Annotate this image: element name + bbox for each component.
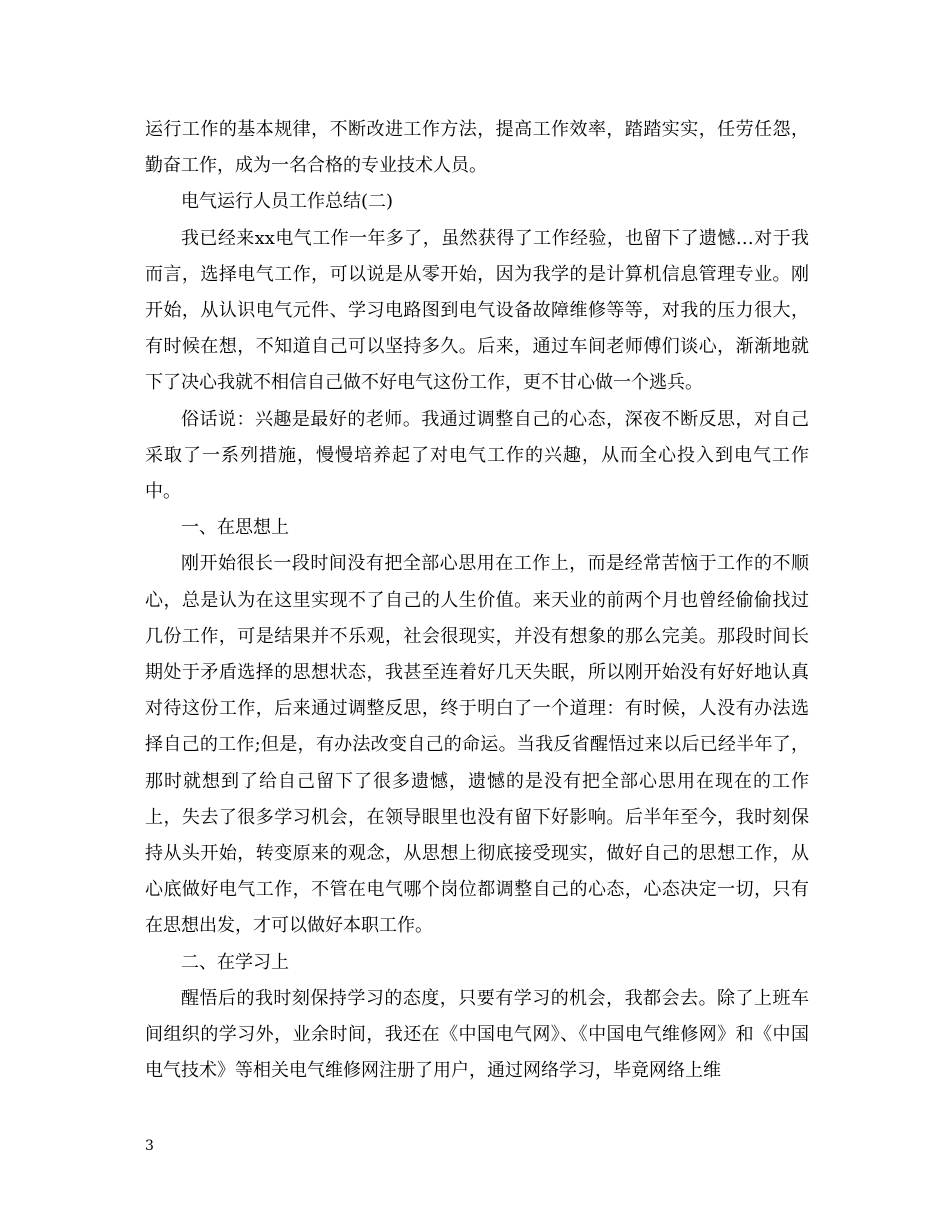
section-heading: 一、在思想上	[181, 517, 289, 539]
paragraph: 俗话说：兴趣是最好的老师。我通过调整自己的心态，深夜不断反思，对自己采取了一系列措施，慢慢培养起了对电气工作的兴趣，从而全心投入到电气工作中。	[145, 408, 809, 503]
document-body	[145, 112, 809, 1089]
paragraph: 醒悟后的我时刻保持学习的态度，只要有学习的机会，我都会去。除了上班车间组织的学习外，业余时间，我还在《中国电气网》、《中国电气维修网》和《中国电气技术》等相关电气维修网注册了用户，通过网络学习，毕竟网络上维	[145, 987, 809, 1082]
paragraph: 刚开始很长一段时间没有把全部心思用在工作上，而是经常苦恼于工作的不顺心，总是认为在这里实现不了自己的人生价值。来天业的前两个月也曾经偷偷找过几份工作，可是结果并不乐观，社会很现实，并没有想象的那么完美。那段时间长期处于矛盾选择的思想状态，我甚至连着好几天失眠，所以刚开始没有好好地认真对待这份工作，后来通过调整反思，终于明白了一个道理：有时候，人没有办法选择自己的工作;但是，有办法改变自己的命运。当我反省醒悟过来以后已经半年了，那时就想到了给自己留下了很多遗憾，遗憾的是没有把全部心思用在现在的工作上，失去了很多学习机会，在领导眼里也没有留下好影响。后半年至今，我时刻保持从头开始，转变原来的观念，从思想上彻底接受现实，做好自己的思想工作，从心底做好电气工作，不管在电气哪个岗位都调整自己的心态，心态决定一切，只有在思想出发，才可以做好本职工作。	[145, 553, 809, 937]
section-title: 电气运行人员工作总结(二)	[181, 191, 394, 213]
paragraph: 我已经来xx电气工作一年多了，虽然获得了工作经验，也留下了遗憾…对于我而言，选择电气工作，可以说是从零开始，因为我学的是计算机信息管理专业。刚开始，从认识电气元件、学习电路图到电气设备故障维修等等，对我的压力很大，有时候在想，不知道自己可以坚持多久。后来，通过车间老师傅们谈心，渐渐地就下了决心我就不相信自己做不好电气这份工作，更不甘心做一个逃兵。	[145, 227, 809, 394]
paragraph-continued: 运行工作的基本规律，不断改进工作方法，提高工作效率，踏踏实实，任劳任怨，勤奋工作，成为一名合格的专业技术人员。	[145, 119, 809, 177]
page-number: 3	[145, 1138, 154, 1154]
section-heading: 二、在学习上	[181, 951, 289, 973]
